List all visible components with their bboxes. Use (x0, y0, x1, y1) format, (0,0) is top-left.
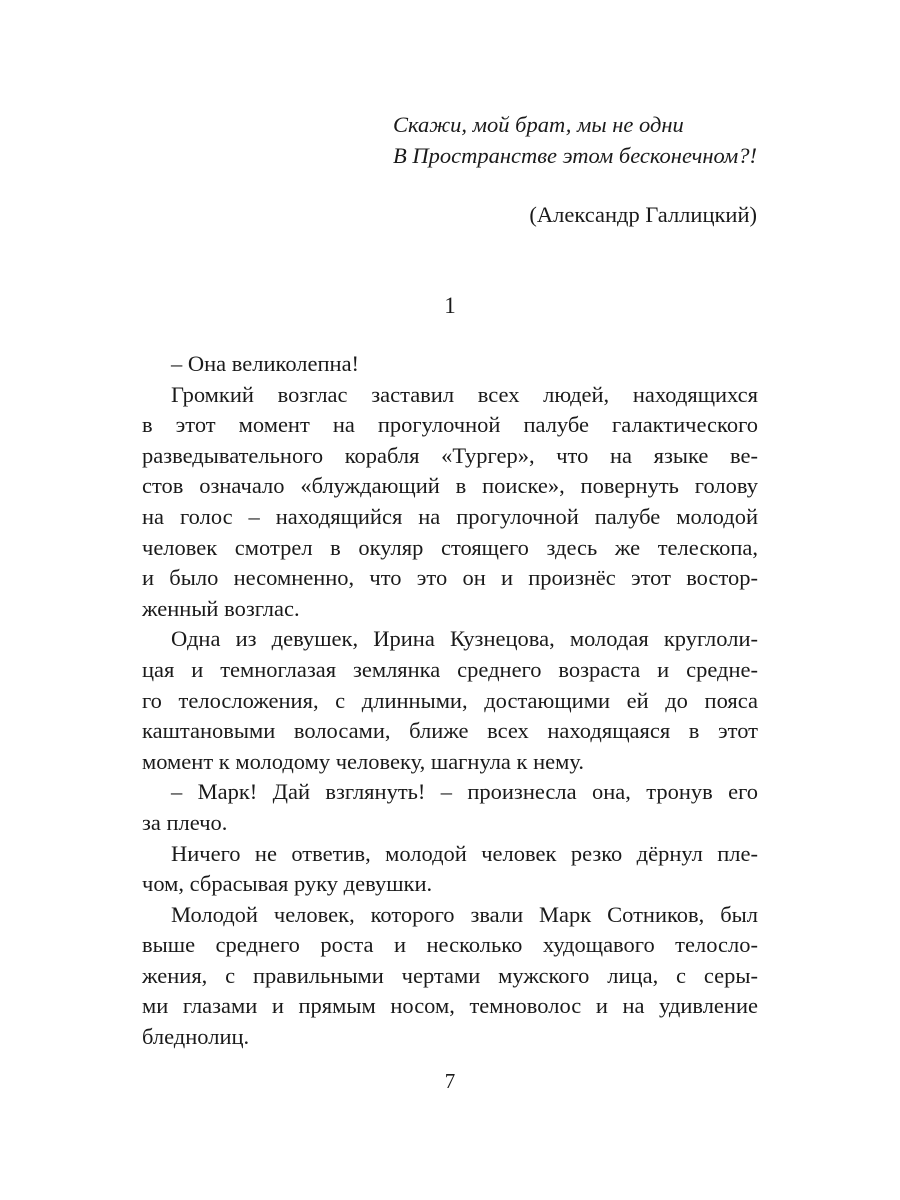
text-line: – Она великолепна! (171, 351, 360, 376)
text-line: человек смотрел в окуляр стоящего здесь же телескопа, (142, 534, 758, 560)
text-line: цая и темноглазая землянка среднего возраста и средне- (142, 656, 758, 682)
page-number: 7 (444, 1069, 456, 1093)
text-line: бледнолиц. (142, 1024, 250, 1050)
text-line: выше среднего роста и несколько худощавого телосло- (142, 932, 758, 958)
text-line: каштановыми волосами, ближе всех находящаяся в этот (142, 718, 758, 744)
text-line: и было несомненно, что это он и произнёс этот востор- (142, 565, 758, 591)
epigraph-line: В Пространстве этом бесконечном?! (393, 142, 758, 168)
text-line: Одна из девушек, Ирина Кузнецова, молодая круглоли- (171, 626, 758, 652)
text-line: – Марк! Дай взглянуть! – произнесла она, тронув его (171, 779, 758, 805)
text-line: в этот момент на прогулочной палубе галактического (142, 412, 758, 438)
text-line: момент к молодому человеку, шагнула к нему. (142, 748, 584, 774)
text-line: Громкий возглас заставил всех людей, находящихся (171, 381, 758, 407)
body-text (142, 349, 758, 1053)
epigraph-line: Скажи, мой брат, мы не одни (393, 112, 684, 137)
text-line: разведывательного корабля «Тургер», что на языке ве- (142, 442, 758, 468)
text-line: чом, сбрасывая руку девушки. (142, 871, 433, 897)
text-line: на голос – находящийся на прогулочной палубе молодой (142, 503, 758, 529)
text-line: Ничего не ответив, молодой человек резко дёрнул пле- (171, 840, 758, 866)
text-line: го телосложения, с длинными, достающими ей до пояса (142, 687, 758, 713)
text-line: стов означало «блуждающий в поиске», повернуть голову (142, 473, 758, 499)
text-line: ми глазами и прямым носом, темноволос и на удивление (142, 993, 758, 1019)
chapter-number: 1 (444, 293, 456, 318)
text-line: Молодой человек, которого звали Марк Сотников, был (171, 901, 758, 927)
text-line: женный возглас. (142, 595, 300, 621)
text-line: жения, с правильными чертами мужского лица, с серы- (142, 962, 758, 988)
epigraph-attribution: (Александр Галлицкий) (529, 202, 757, 227)
epigraph (393, 110, 761, 171)
text-line: за плечо. (142, 809, 228, 835)
